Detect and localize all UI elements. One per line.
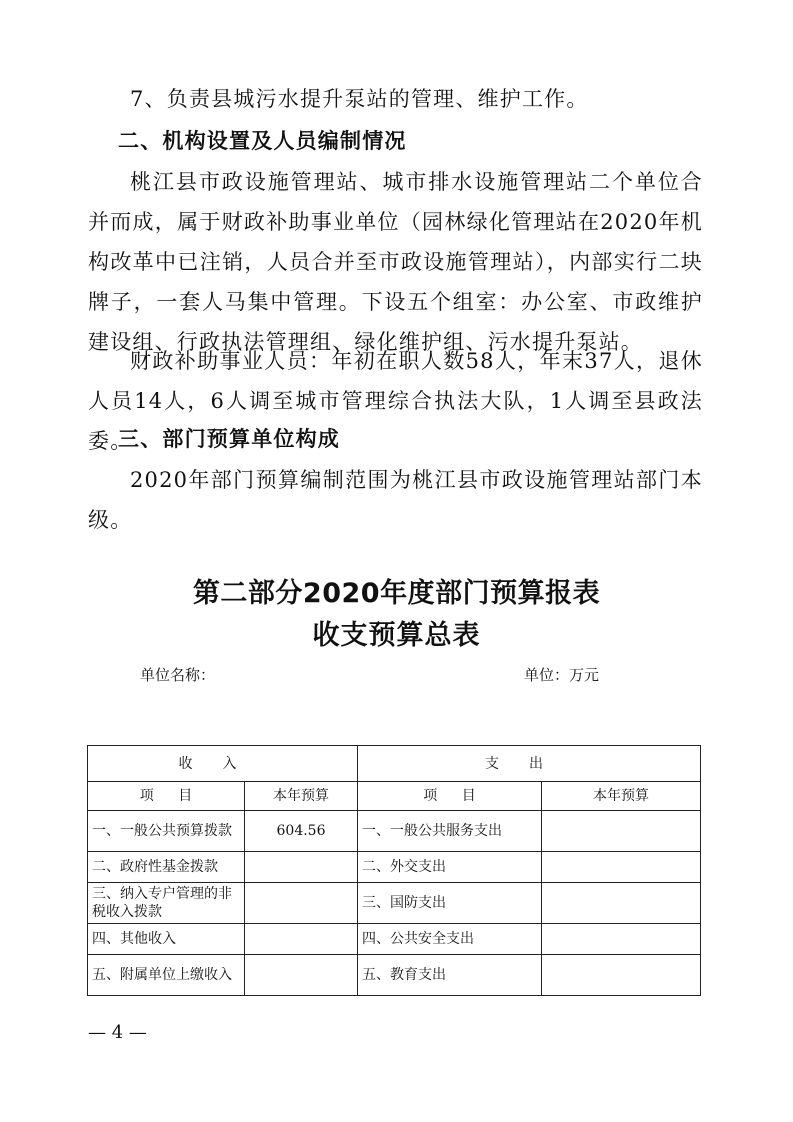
page-number: — 4 — bbox=[88, 1022, 147, 1043]
paragraph-organization: 桃江县市政设施管理站、城市排水设施管理站二个单位合并而成，属于财政补助事业单位（园林绿化管理站在2020年机构改革中已注销，人员合并至市政设施管理站），内部实行二块牌子，一套人马集中管理。下设五个组室：办公室、市政维护建设组、行政执法管理组、绿化维护组、污水提升泵站。 bbox=[88, 170, 703, 354]
paragraph-duty-7: 7、负责县城污水提升泵站的管理、维护工作。 bbox=[130, 87, 589, 111]
income-item: 二、政府性基金拨款 bbox=[88, 852, 245, 883]
expense-budget bbox=[542, 924, 701, 955]
expense-item: 四、公共安全支出 bbox=[358, 924, 542, 955]
expense-budget bbox=[542, 811, 701, 852]
expense-item: 五、教育支出 bbox=[358, 955, 542, 996]
income-budget: 604.56 bbox=[245, 811, 358, 852]
income-budget bbox=[245, 955, 358, 996]
expense-item: 三、国防支出 bbox=[358, 883, 542, 924]
table-subheader-row bbox=[88, 782, 701, 811]
expense-item-header: 项 目 bbox=[358, 782, 542, 811]
income-item: 三、纳入专户管理的非税收入拨款 bbox=[88, 883, 245, 924]
table-row bbox=[88, 852, 701, 883]
income-budget-header: 本年预算 bbox=[245, 782, 358, 811]
expense-budget bbox=[542, 852, 701, 883]
table-row bbox=[88, 955, 701, 996]
expense-item: 一、一般公共服务支出 bbox=[358, 811, 542, 852]
table-row bbox=[88, 924, 701, 955]
expense-budget bbox=[542, 955, 701, 996]
paragraph-staffing: 财政补助事业人员：年初在职人数58人，年末37人，退休人员14人，6人调至城市管理综合执法大队，1人调至县政法委。 bbox=[88, 349, 703, 453]
table-row bbox=[88, 883, 701, 924]
table-header-row bbox=[88, 746, 701, 782]
income-header: 收入 bbox=[88, 746, 358, 782]
income-budget bbox=[245, 852, 358, 883]
income-budget bbox=[245, 883, 358, 924]
report-subtitle: 收支预算总表 bbox=[312, 620, 481, 651]
unit-label: 单位：万元 bbox=[524, 666, 600, 684]
report-title: 第二部分2020年度部门预算报表 bbox=[192, 578, 601, 609]
section-heading-organization: 二、机构设置及人员编制情况 bbox=[118, 129, 407, 153]
section-heading-budget-units: 三、部门预算单位构成 bbox=[118, 427, 340, 451]
expense-header: 支出 bbox=[358, 746, 701, 782]
expense-budget bbox=[542, 883, 701, 924]
budget-summary-table bbox=[87, 745, 701, 996]
income-item: 一、一般公共预算拨款 bbox=[88, 811, 245, 852]
income-item: 五、附属单位上缴收入 bbox=[88, 955, 245, 996]
expense-budget-header: 本年预算 bbox=[542, 782, 701, 811]
income-budget bbox=[245, 924, 358, 955]
unit-name-label: 单位名称： bbox=[140, 666, 216, 684]
income-item-header: 项 目 bbox=[88, 782, 245, 811]
expense-item: 二、外交支出 bbox=[358, 852, 542, 883]
paragraph-budget-scope: 2020年部门预算编制范围为桃江县市政设施管理站部门本级。 bbox=[88, 468, 703, 532]
income-item: 四、其他收入 bbox=[88, 924, 245, 955]
table-row bbox=[88, 811, 701, 852]
